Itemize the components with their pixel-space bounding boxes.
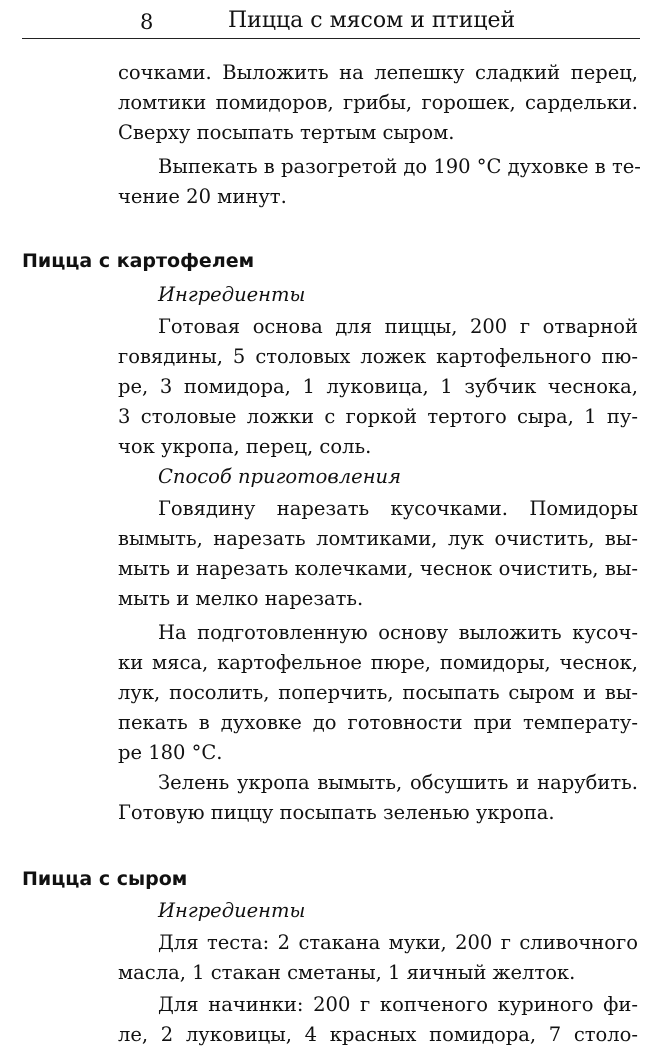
text-line: ле, 2 луковицы, 4 красных помидора, 7 столо- xyxy=(118,1023,638,1046)
text-line: Зелень укропа вымыть, обсушить и нарубить. xyxy=(158,771,638,794)
text-line: Готовая основа для пиццы, 200 г отварной xyxy=(158,315,638,338)
text-line: мыть и мелко нарезать. xyxy=(118,587,364,610)
text-line: вымыть, нарезать ломтиками, лук очистить, вы- xyxy=(118,527,638,550)
text-line: масла, 1 стакан сметаны, 1 яичный желток. xyxy=(118,961,576,984)
text-line: Сверху посыпать тертым сыром. xyxy=(118,121,455,144)
header-rule xyxy=(22,38,640,39)
text-line: мыть и нарезать колечками, чеснок очистить, вы- xyxy=(118,557,638,580)
text-line: 3 столовые ложки с горкой тертого сыра, 1 пу- xyxy=(118,405,638,428)
text-line: ре 180 °С. xyxy=(118,741,223,764)
text-line: Выпекать в разогретой до 190 °С духовке в те- xyxy=(158,155,641,178)
text-line: ре, 3 помидора, 1 луковица, 1 зубчик чеснока, xyxy=(118,375,638,398)
recipe-title: Пицца с сыром xyxy=(22,868,188,890)
section-label: Ингредиенты xyxy=(158,283,306,306)
section-label: Способ приготовления xyxy=(158,465,402,488)
text-line: ки мяса, картофельное пюре, помидоры, чеснок, xyxy=(118,651,638,674)
page-header xyxy=(22,4,640,40)
recipe-title: Пицца с картофелем xyxy=(22,250,255,272)
text-line: Готовую пиццу посыпать зеленью укропа. xyxy=(118,801,555,824)
text-line: лук, посолить, поперчить, посыпать сыром и вы- xyxy=(118,681,638,704)
text-line: Для теста: 2 стакана муки, 200 г сливочного xyxy=(158,931,638,954)
running-title: Пицца с мясом и птицей xyxy=(228,8,516,33)
text-line: Для начинки: 200 г копченого куриного фи- xyxy=(158,993,638,1016)
text-line: пекать в духовке до готовности при температу- xyxy=(118,711,638,734)
text-line: Говядину нарезать кусочками. Помидоры xyxy=(158,497,638,520)
text-line: сочками. Выложить на лепешку сладкий перец, xyxy=(118,61,638,84)
page-number: 8 xyxy=(140,10,154,34)
text-line: На подготовленную основу выложить кусоч- xyxy=(158,621,638,644)
text-line: чение 20 минут. xyxy=(118,185,287,208)
text-line: ломтики помидоров, грибы, горошек, сардельки. xyxy=(118,91,638,114)
text-line: чок укропа, перец, соль. xyxy=(118,435,372,458)
text-line: говядины, 5 столовых ложек картофельного пю- xyxy=(118,345,638,368)
section-label: Ингредиенты xyxy=(158,899,306,922)
